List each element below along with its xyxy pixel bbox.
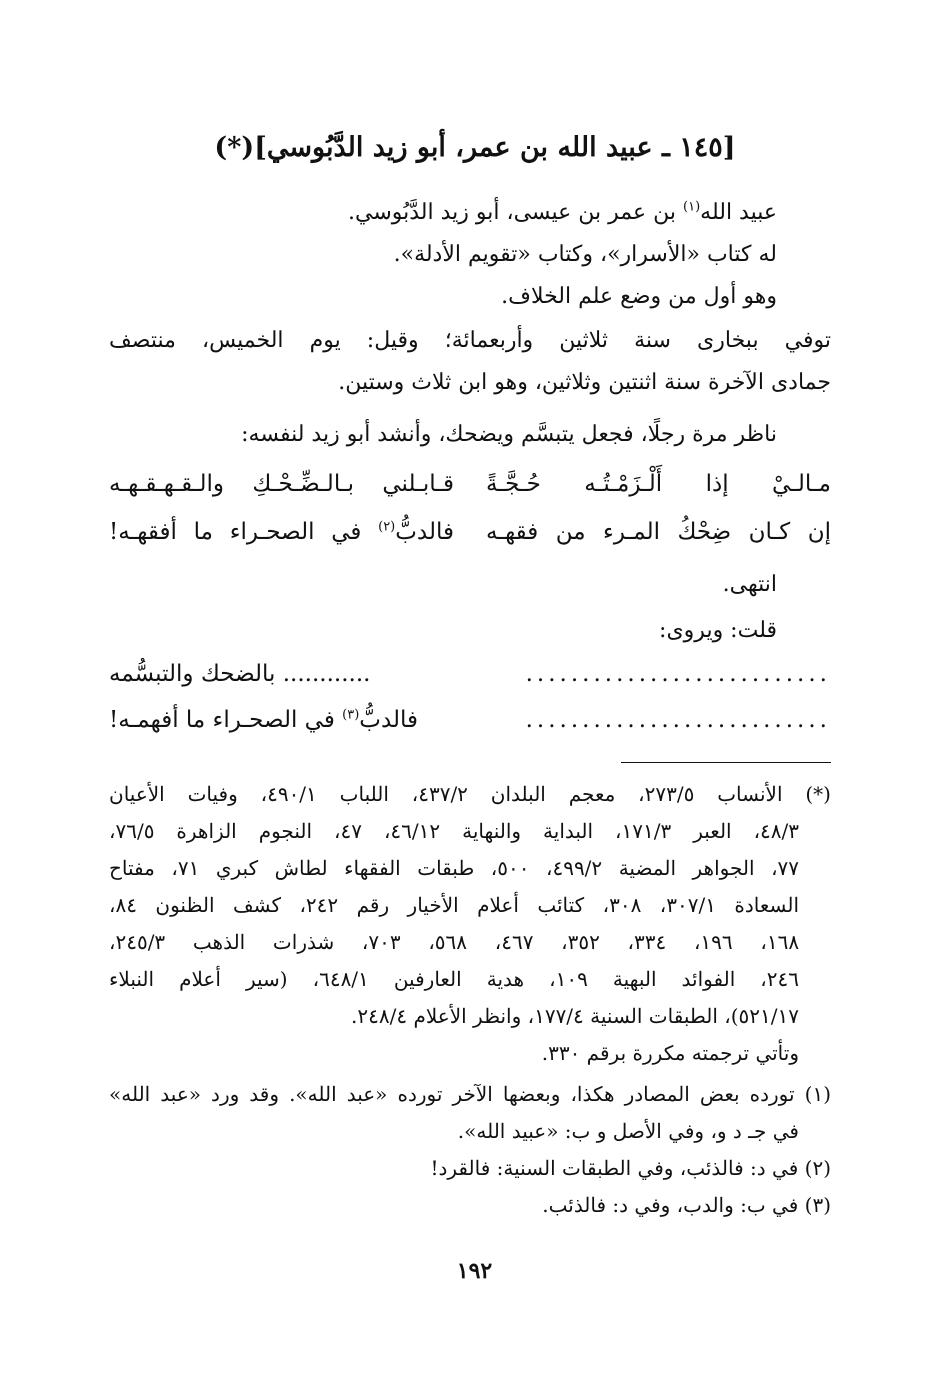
verse-4-rest: في الصحـراء ما أفهمـه! [109,707,343,733]
body-line-6: ناظر مرة رجلًا، فجعل يتبسَّم ويضحك، وأنشد أبو زيد لنفسه: [241,422,777,447]
footnote-star-line-1: (*) الأنساب ٢٧٣/٥، معجم البلدان ٤٣٧/٢، اللباب ٤٩٠/١، وفيات الأعيان [109,782,831,806]
footnote-star-line-4: السعادة ٣٠٧/١، ٣٠٨، كتائب أعلام الأخيار رقم ٢٤٢، كشف الظنون ٨٤، [109,893,800,917]
verse-3-left-hemistich: ............ بالضحك والتبسُّمه [109,661,371,687]
footnote-star-line-3: ٧٧، الجواهر المضية ٤٩٩/٢، ٥٠٠، طبقات الفقهاء لطاش كبري ٧١، مفتاح [109,856,800,880]
footnote-star-line-6: ٢٤٦، الفوائد البهية ١٠٩، هدية العارفين ٦٤٨/١، (سير أعلام النبلاء [109,967,799,991]
verse-2-left-hemistich [109,512,454,552]
entry-name: عبيد الله [700,200,777,225]
footnote-ref-2[interactable]: (٢) [378,519,396,535]
body-line-8: قلت: ويروى: [659,618,777,643]
verse-2-right-hemistich: إن كـان ضِحْكُ المـرء من فقهـه [486,519,831,545]
verse-4-left-hemistich [109,700,454,740]
footnote-ref-1[interactable]: (١) [683,199,701,215]
verse-2-rest: في الصحـراء ما أفقهـه! [109,519,379,545]
body-line-7: انتهى. [722,572,777,597]
entry-title: [١٤٥ ـ عبيد الله بن عمر، أبو زيد الدَّبُوسي](*) [214,132,736,163]
body-line-3: وهو أول من وضع علم الخلاف. [501,284,777,309]
verse-4-right-dots: ........................... [525,707,831,733]
body-line-2: له كتاب «الأسرار»، وكتاب «تقويم الأدلة». [393,242,777,267]
verse-1-right-hemistich: مـالـيْ إذا أَلْـزَمْـتُـه حُـجَّـةً [486,471,831,497]
footnote-3: (٣) في ب: والدب، وفي د: فالذئب. [542,1193,831,1217]
footnote-2: (٢) في د: فالذئب، وفي الطبقات السنية: فالقرد! [430,1156,831,1180]
footnote-ref-3[interactable]: (٣) [342,707,360,723]
verse-1-left-hemistich: قـابـلني بـالـضِّـحْـكِ والـقـهـقـهـه [109,471,454,497]
footnote-star-line-7: ٥٢١/١٧)، الطبقات السنية ١٧٧/٤، وانظر الأعلام ٢٤٨/٤. [351,1004,799,1028]
verse-line-1 [109,464,831,504]
verse-line-4 [109,700,831,740]
verse-3-right-dots: ........................... [525,661,831,687]
entry-name-rest: بن عمر بن عيسى، أبو زيد الدَّبُوسي. [347,200,684,225]
verse-4-word: فالدبُّ [359,707,419,733]
body-line-4: توفي ببخارى سنة ثلاثين وأربعمائة؛ وقيل: يوم الخميس، منتصف [109,328,831,353]
body-line-5: جمادى الآخرة سنة اثنتين وثلاثين، وهو ابن ثلاث وستين. [338,370,831,395]
footnote-separator [621,762,831,763]
verse-line-3 [109,654,831,694]
footnote-star-line-2: ٤٨/٣، العبر ١٧١/٣، البداية والنهاية ٤٦/١٢، ٤٧، النجوم الزاهرة ٧٦/٥، [109,819,799,843]
footnote-1-line-1: (١) تورده بعض المصادر هكذا، وبعضها الآخر تورده «عبد الله». وقد ورد «عبد الله» [109,1082,831,1106]
verse-2-word: فالدبُّ [395,519,454,545]
footnote-star-line-8: وتأتي ترجمته مكررة برقم ٣٣٠. [541,1041,799,1065]
verse-line-2 [109,512,831,552]
footnote-star-line-5: ١٦٨، ١٩٦، ٣٣٤، ٣٥٢، ٤٦٧، ٥٦٨، ٧٠٣، شذرات الذهب ٢٤٥/٣، [109,930,800,954]
footnote-1-line-2: في جـ د و، وفي الأصل و ب: «عبيد الله». [457,1119,799,1143]
page-number: ١٩٢ [456,1258,493,1284]
body-line-1 [117,196,777,230]
